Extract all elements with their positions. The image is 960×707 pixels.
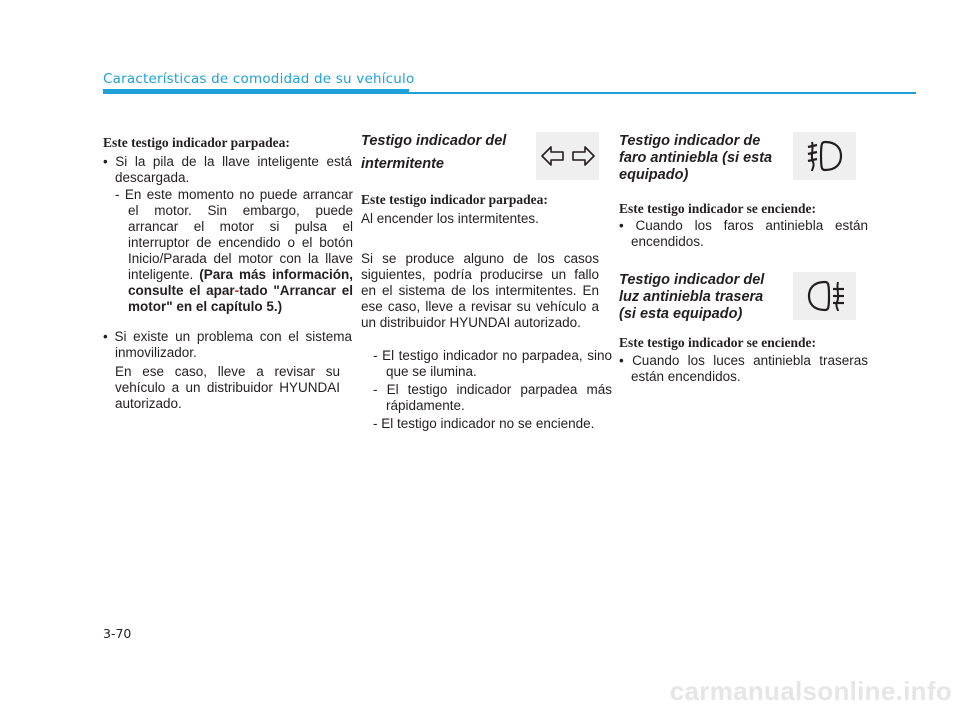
- col2-heading: Este testigo indicador parpadea:: [361, 192, 548, 207]
- col2-item-1: - El testigo indicador no parpadea, sino que se ilumina.: [373, 348, 612, 379]
- front-fog-heading: Este testigo indicador se enciende:: [619, 201, 816, 216]
- rear-fog-bullet: • Cuando los luces antiniebla traseras están encendidos.: [619, 353, 868, 384]
- section-header-rule: [409, 92, 916, 94]
- col1-heading: Este testigo indicador parpadea:: [103, 135, 290, 150]
- col1-bullet-1: • Si la pila de la llave inteligente está descargada.: [103, 154, 352, 185]
- col2-item-3: - El testigo indicador no se enciende.: [373, 416, 595, 431]
- rear-fog-icon-box: [793, 272, 856, 320]
- page-number: 3-70: [103, 626, 132, 641]
- front-fog-light-icon: [803, 138, 847, 174]
- section-header-bar: [103, 89, 409, 94]
- section-header-title: Características de comodidad de su vehículo: [103, 71, 415, 87]
- front-fog-title: Testigo indicador de faro antiniebla (si esta equipado): [619, 133, 773, 183]
- front-fog-icon-box: [793, 132, 856, 180]
- turn-signal-arrows-icon: [540, 143, 596, 169]
- col1-bullet-2: • Si existe un problema con el sistema inmovilizador.: [103, 329, 352, 360]
- col1-bullet-2-paragraph: En ese caso, lleve a revisar su vehículo a un distribuidor HYUNDAI autorizado.: [115, 364, 340, 411]
- rear-fog-light-icon: [803, 278, 847, 314]
- rear-fog-heading: Este testigo indicador se enciende:: [619, 335, 816, 350]
- col2-text-1: Al encender los intermitentes.: [361, 211, 539, 226]
- front-fog-bullet: • Cuando los faros antiniebla están encendidos.: [619, 218, 868, 249]
- col2-text-2: Si se produce alguno de los casos siguientes, podría producirse un fallo en el sistema de los intermitentes. En ese caso, lleve a revisar su vehículo a un distribuidor HYUNDAI autorizado.: [361, 251, 599, 330]
- col1-bullet-1-detail: - En este momento no puede arrancar el motor. Sin embargo, puede arrancar el motor si pulsa el interruptor de encendido o el botón Inicio/Parada del motor con la llave inteligente. (Para más información, consulte el apar-tado "Arrancar el motor" en el capítulo 5.): [115, 187, 353, 314]
- col2-item-2: - El testigo indicador parpadea más rápidamente.: [373, 382, 612, 413]
- turn-signal-title: Testigo indicador del intermitente: [361, 133, 507, 172]
- turn-signal-icon-box: [536, 132, 599, 180]
- rear-fog-title: Testigo indicador del luz antiniebla trasera (si esta equipado): [619, 272, 765, 322]
- watermark: carmanualsonline.info: [669, 676, 952, 706]
